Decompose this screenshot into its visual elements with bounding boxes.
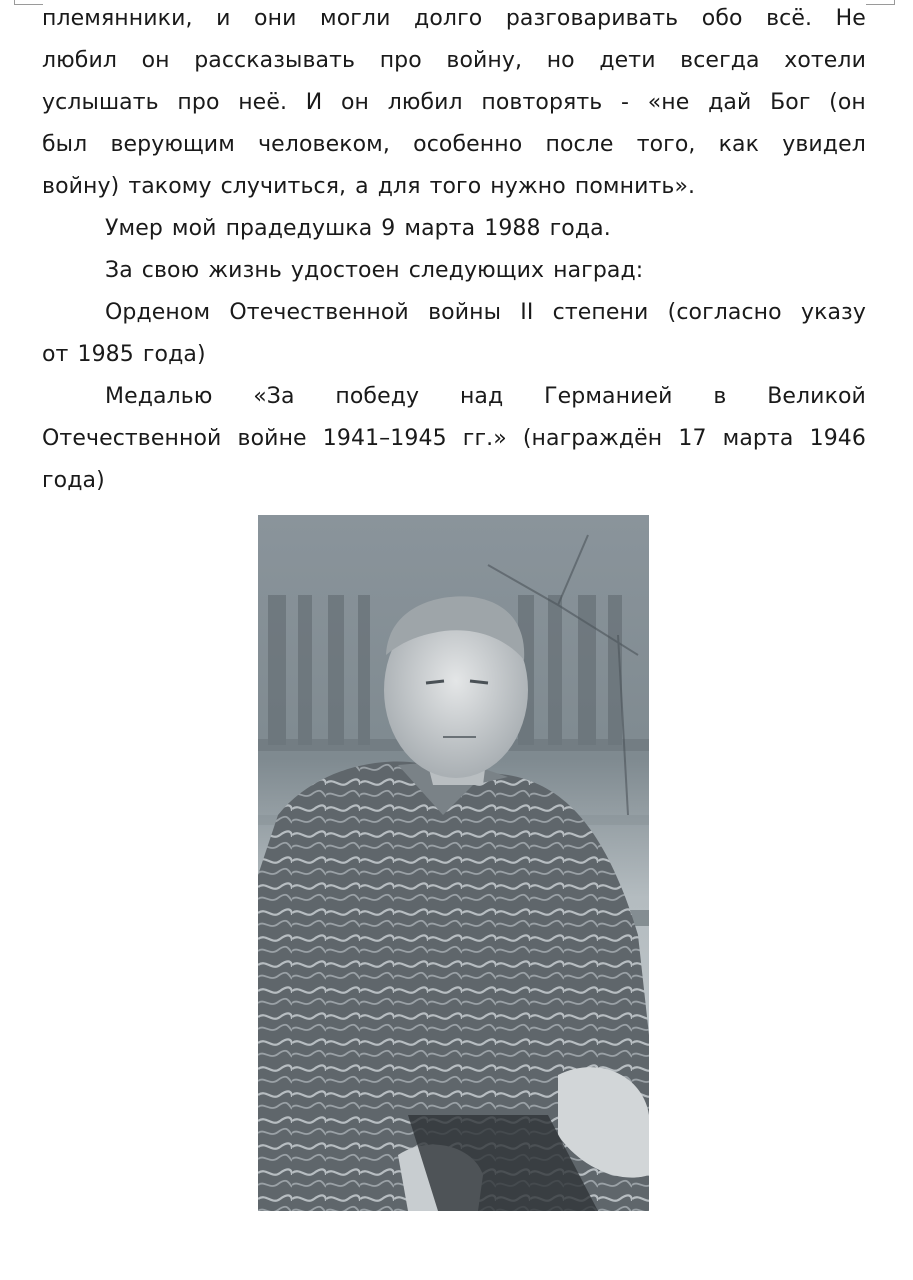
- text-line: [42, 166, 866, 208]
- word: И: [305, 90, 323, 115]
- word: верующим: [110, 132, 235, 157]
- text-line-awards-heading: [42, 250, 866, 292]
- word: Медалью: [105, 384, 213, 409]
- word: следующих: [408, 258, 545, 283]
- word: как: [718, 132, 760, 157]
- text-line-award-medal: [42, 376, 866, 418]
- word: неё.: [238, 90, 288, 115]
- word: 9: [381, 216, 396, 241]
- word: особенно: [413, 132, 523, 157]
- word: жизнь: [208, 258, 282, 283]
- word: года.: [549, 216, 611, 241]
- word: разговаривать: [505, 6, 679, 31]
- word: указу: [800, 300, 866, 325]
- word: обо: [701, 6, 743, 31]
- word: (он: [829, 90, 866, 115]
- word: над: [459, 384, 504, 409]
- page-corner-mark-right: [866, 0, 895, 5]
- word: повторять: [481, 90, 603, 115]
- word: года): [142, 342, 206, 367]
- word: они: [254, 6, 297, 31]
- text-line-award-order: [42, 292, 866, 334]
- word: про: [379, 48, 422, 73]
- word: «За: [253, 384, 295, 409]
- word: всё.: [766, 6, 813, 31]
- text-line-death-date: [42, 208, 866, 250]
- word: войну,: [446, 48, 523, 73]
- word: 17: [678, 426, 707, 451]
- word: 1941–1945: [322, 426, 447, 451]
- word: степени: [552, 300, 649, 325]
- word: он: [141, 48, 170, 73]
- word: для: [377, 174, 421, 199]
- word: войну): [42, 174, 120, 199]
- word: 1985: [77, 342, 134, 367]
- word: любил: [387, 90, 463, 115]
- word: дети: [599, 48, 656, 73]
- word: (награждён: [522, 426, 663, 451]
- word: после: [545, 132, 614, 157]
- word: племянники,: [42, 6, 193, 31]
- word: 1988: [484, 216, 541, 241]
- word: войне: [237, 426, 307, 451]
- word: гг.»: [462, 426, 507, 451]
- word: и: [216, 6, 231, 31]
- word: рассказывать: [194, 48, 356, 73]
- word: нужно: [490, 174, 566, 199]
- word: Умер: [105, 216, 163, 241]
- word: человеком,: [258, 132, 390, 157]
- word: удостоен: [290, 258, 400, 283]
- word: (согласно: [667, 300, 782, 325]
- word: наград:: [553, 258, 644, 283]
- word: За: [105, 258, 133, 283]
- word: такому: [128, 174, 212, 199]
- portrait-photo: [258, 515, 649, 1211]
- text-line: [42, 418, 866, 460]
- word: был: [42, 132, 88, 157]
- word: мой: [171, 216, 217, 241]
- word: того,: [636, 132, 696, 157]
- word: а: [355, 174, 369, 199]
- word: II: [520, 300, 534, 325]
- word: увидел: [782, 132, 866, 157]
- word: долго: [414, 6, 483, 31]
- word: свою: [141, 258, 200, 283]
- word: Германией: [544, 384, 673, 409]
- word: услышать: [42, 90, 159, 115]
- word: Не: [835, 6, 866, 31]
- word: дай: [708, 90, 752, 115]
- word: того: [429, 174, 482, 199]
- word: случиться,: [220, 174, 347, 199]
- page-corner-mark-left: [14, 0, 43, 5]
- word: Отечественной: [42, 426, 222, 451]
- word: Отечественной: [229, 300, 409, 325]
- text-line: [42, 0, 866, 40]
- word: марта: [722, 426, 794, 451]
- word: от: [42, 342, 69, 367]
- text-line: [42, 334, 866, 376]
- word: помнить».: [574, 174, 696, 199]
- text-line: [42, 124, 866, 166]
- word: -: [621, 90, 630, 115]
- word: он: [340, 90, 370, 115]
- word: всегда: [680, 48, 760, 73]
- word: Орденом: [105, 300, 211, 325]
- word: хотели: [784, 48, 866, 73]
- word: марта: [404, 216, 476, 241]
- text-line: [42, 40, 866, 82]
- word: про: [177, 90, 220, 115]
- text-line: [42, 460, 866, 502]
- document-body: [42, 0, 866, 502]
- word: Бог: [770, 90, 811, 115]
- word: «не: [647, 90, 690, 115]
- word: 1946: [809, 426, 866, 451]
- word: войны: [428, 300, 502, 325]
- word: прадедушка: [225, 216, 373, 241]
- word: могли: [320, 6, 391, 31]
- word: Великой: [767, 384, 866, 409]
- word: победу: [335, 384, 420, 409]
- word: в: [713, 384, 727, 409]
- word: года): [42, 468, 105, 493]
- word: но: [546, 48, 575, 73]
- portrait-photo-image: [258, 515, 649, 1211]
- word: любил: [42, 48, 118, 73]
- text-line: [42, 82, 866, 124]
